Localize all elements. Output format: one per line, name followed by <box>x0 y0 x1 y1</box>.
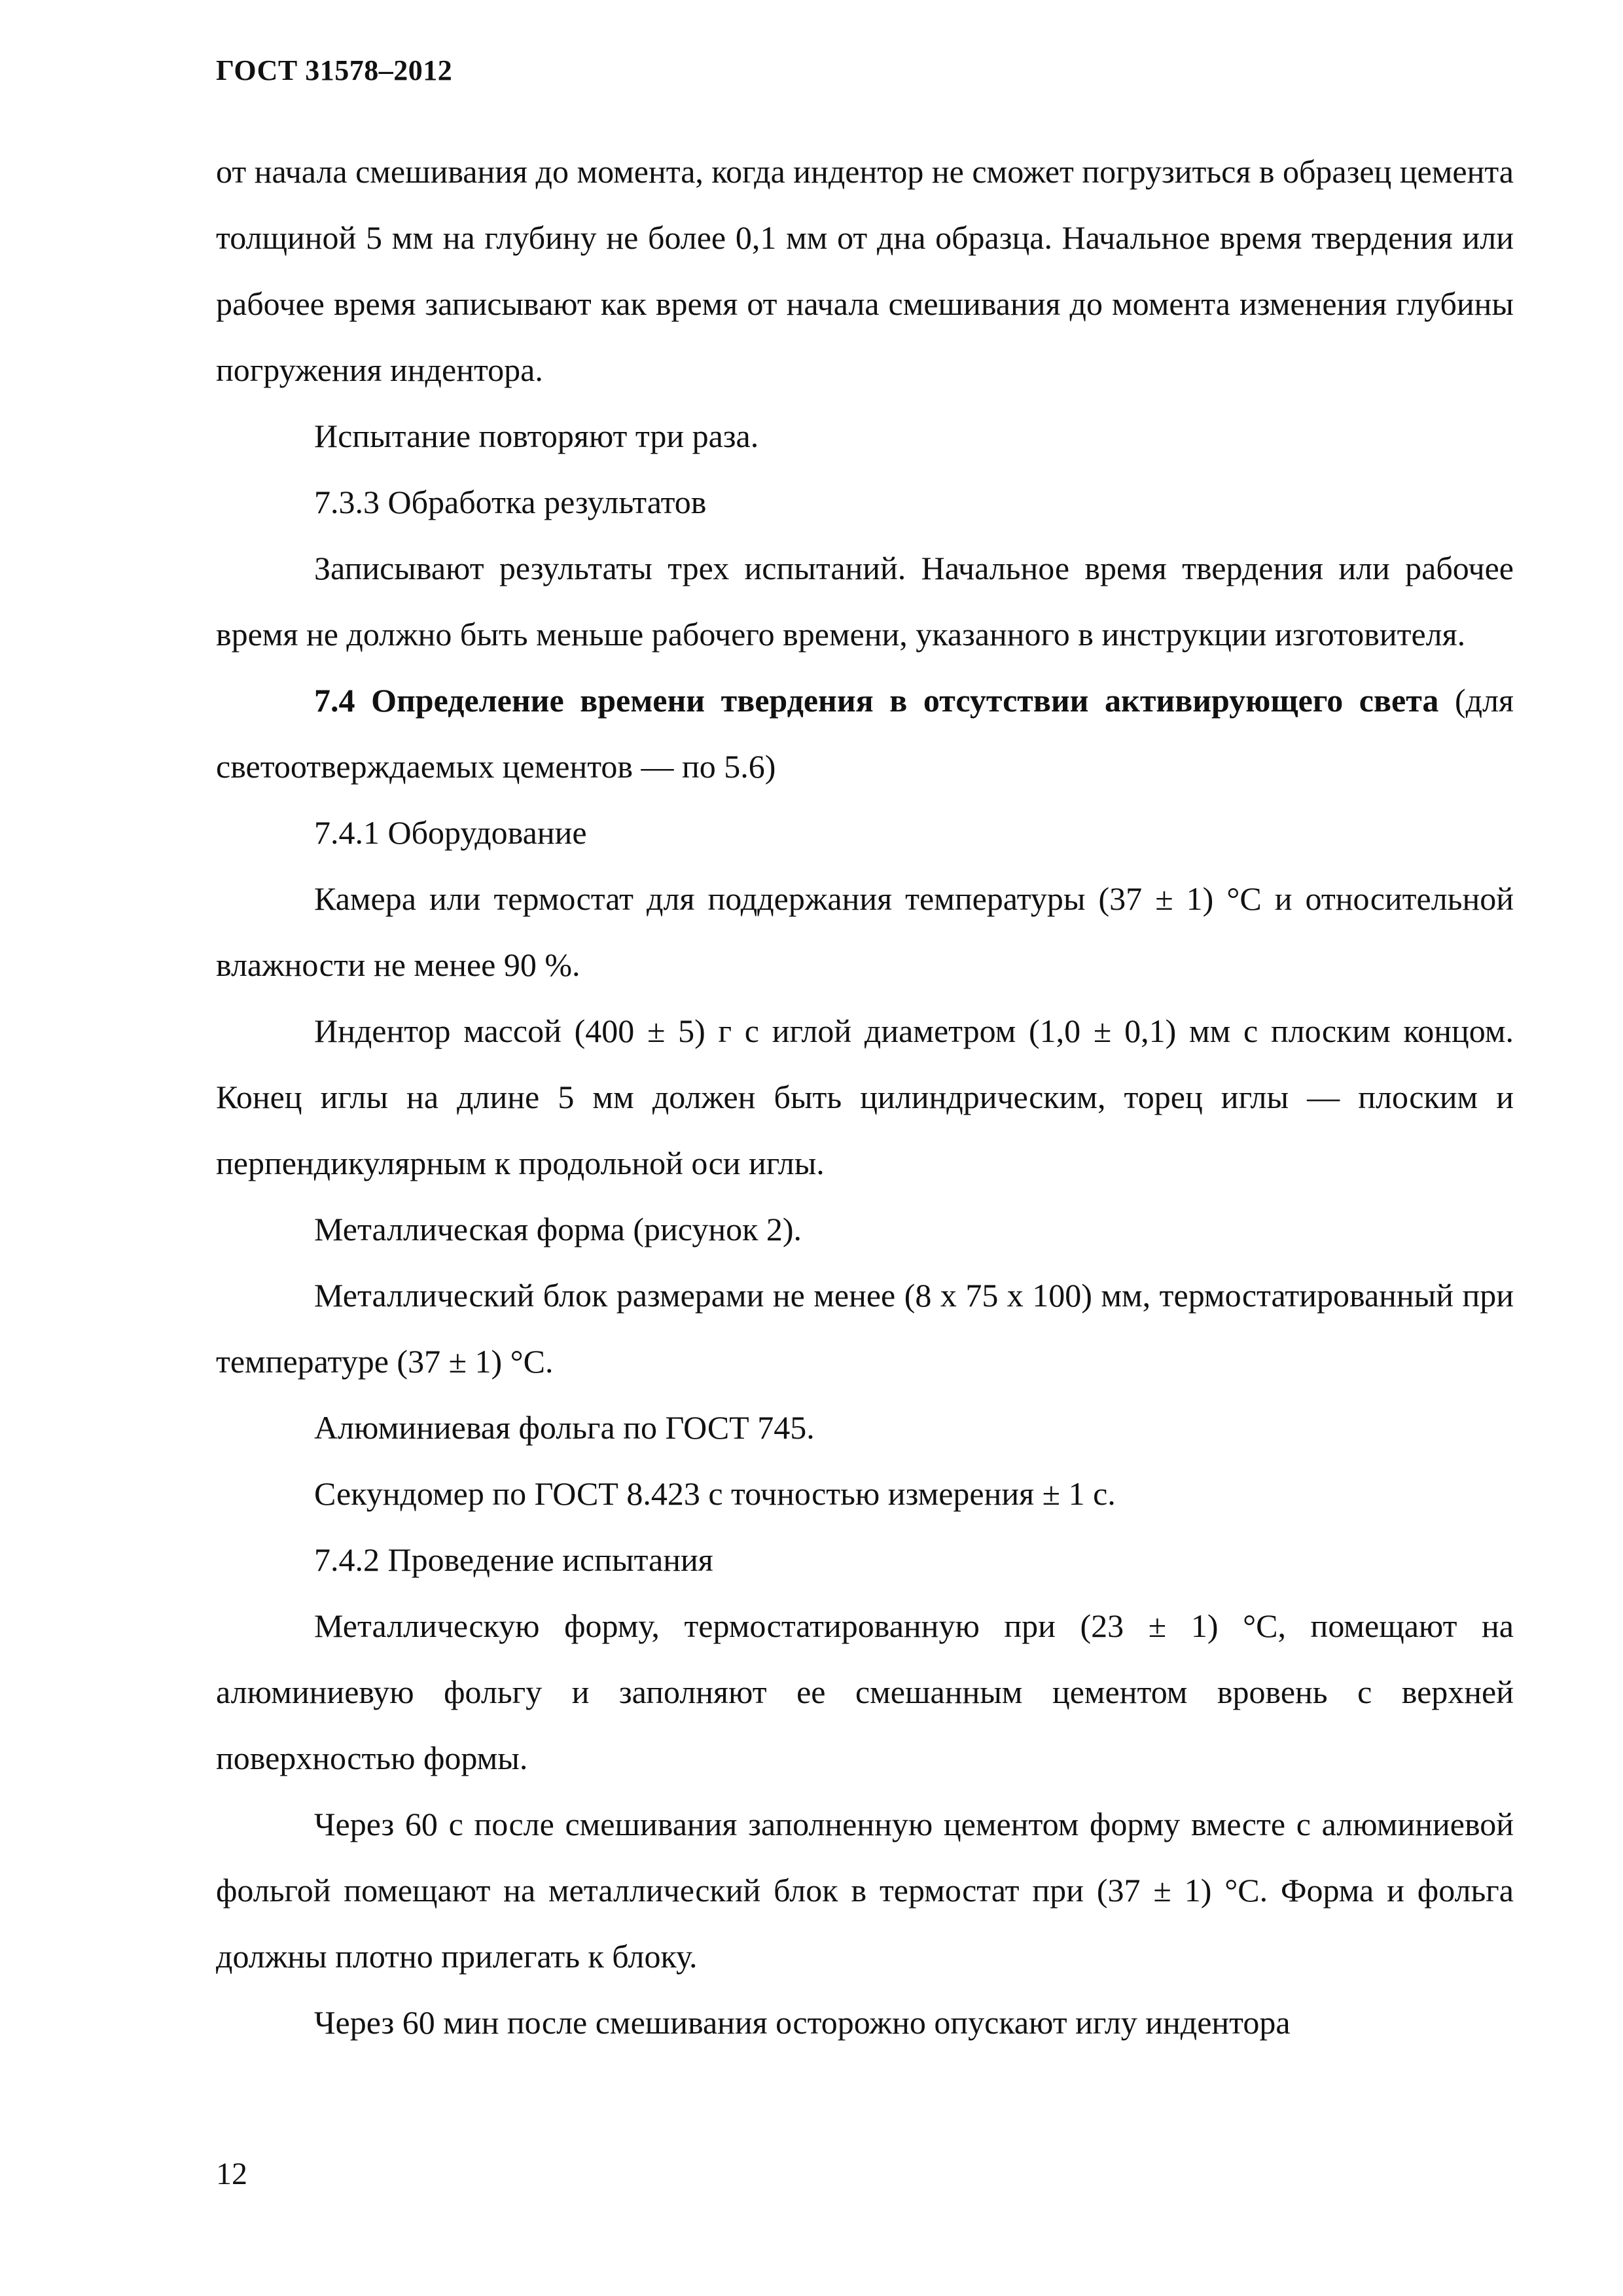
paragraph-stopwatch: Секундомер по ГОСТ 8.423 с точностью измерения ± 1 с. <box>314 1475 1116 1512</box>
section-heading-7-4 <box>216 668 1514 800</box>
page-number: 12 <box>216 2157 247 2191</box>
paragraph-metal-form: Металлическая форма (рисунок 2). <box>314 1211 802 1247</box>
paragraph-continuation: от начала смешивания до момента, когда индентор не сможет погрузиться в образец цемента толщиной 5 мм на глубину не более 0,1 мм от дна образца. Начальное время твердения или рабочее время записывают как время от начала смешивания до момента изменения глубины погружения индентора. <box>216 153 1514 388</box>
document-body <box>216 139 1514 2056</box>
paragraph-metal-block: Металлический блок размерами не менее (8 х 75 х 100) мм, термостатированный при температуре (37 ± 1) °С. <box>216 1277 1514 1380</box>
paragraph-needle-lowering: Через 60 мин после смешивания осторожно опускают иглу индентора <box>314 2004 1291 2041</box>
paragraph-form-placement: Металлическую форму, термостатированную при (23 ± 1) °С, помещают на алюминиевую фольгу и заполняют ее смешанным цементом вровень с верхней поверхностью формы. <box>216 1607 1514 1776</box>
paragraph-repeat-test: Испытание повторяют три раза. <box>314 418 759 454</box>
standard-header: ГОСТ 31578–2012 <box>216 54 453 86</box>
paragraph-thermostat: Через 60 с после смешивания заполненную цементом форму вместе с алюминиевой фольгой помещают на металлический блок в термостат при (37 ± 1) °С. Форма и фольга должны плотно прилегать к блоку. <box>216 1806 1514 1975</box>
paragraph-results: Записывают результаты трех испытаний. Начальное время твердения или рабочее время не должно быть меньше рабочего времени, указанного в инструкции изготовителя. <box>216 550 1514 653</box>
paragraph-foil: Алюминиевая фольга по ГОСТ 745. <box>314 1409 815 1446</box>
subsection-heading-7-4-2: 7.4.2 Проведение испытания <box>314 1541 713 1578</box>
section-heading-7-4-note: (для светоотверждаемых цементов — по 5.6) <box>216 682 1514 785</box>
section-heading-7-4-bold: 7.4 Определение времени твердения в отсутствии активирующего света <box>314 682 1439 719</box>
subsection-heading-7-3-3: 7.3.3 Обработка результатов <box>314 484 707 520</box>
paragraph-indenter: Индентор массой (400 ± 5) г с иглой диаметром (1,0 ± 0,1) мм с плоским концом. Конец иглы на длине 5 мм должен быть цилиндрическим, торец иглы — плоским и перпендикулярным к продольной оси иглы. <box>216 1013 1514 1181</box>
paragraph-chamber: Камера или термостат для поддержания температуры (37 ± 1) °С и относительной влажности не менее 90 %. <box>216 880 1514 983</box>
subsection-heading-7-4-1: 7.4.1 Оборудование <box>314 814 587 851</box>
